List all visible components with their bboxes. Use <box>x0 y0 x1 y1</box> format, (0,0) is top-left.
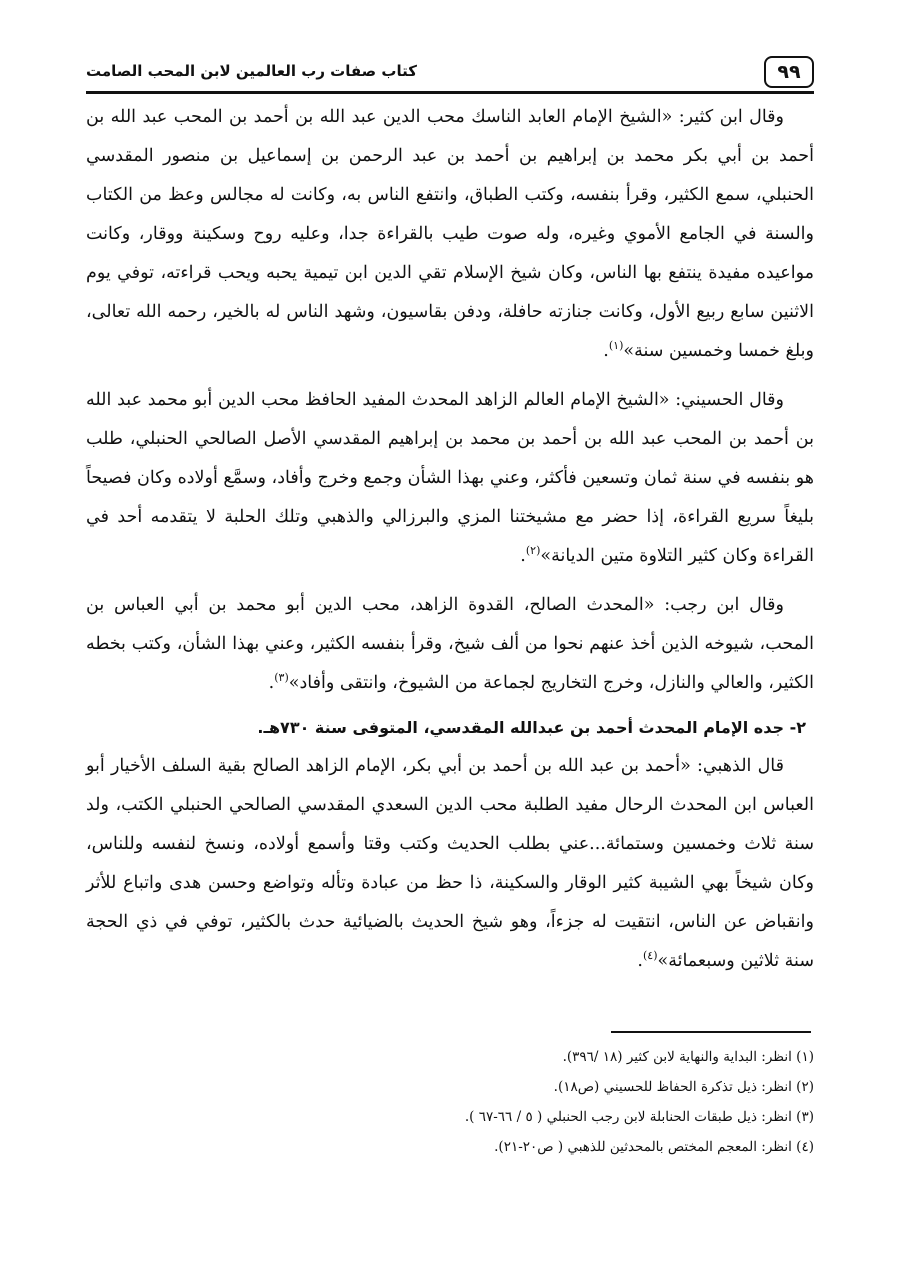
header-divider <box>86 91 814 94</box>
body-text <box>86 98 814 991</box>
section-heading: ٢- جده الإمام المحدث أحمد بن عبدالله المقدسي، المتوفى سنة ٧٣٠هـ. <box>257 718 806 737</box>
footnote-divider <box>611 1031 811 1033</box>
footnote-4: (٤) انظر: المعجم المختص بالمحدثين للذهبي ( ص٢٠-٢١). <box>494 1139 814 1155</box>
page-header <box>86 52 814 92</box>
paragraph-dhahabi: قال الذهبي: «أحمد بن عبد الله بن أحمد بن أبي بكر، الإمام الزاهد الصالح بقية السلف الأخيار أبو العباس ابن المحدث الرحال مفيد الطلبة محب الدين السعدي المقدسي الصالحي الحنبلي الكتب، ولد سنة ثلاث وخمسين وستمائة...عني بطلب الحديث وكتب وقتا وأسمع أولاده، ونسخ لنفسه وللناس، وكان شيخاً بهي الشيبة كثير الوقار والسكينة، ذا حظ من عبادة وتأله وتواضع وحسن هدى واتباع للأثر وانقباض عن الناس، انتقيت له جزءاً، وهو شيخ الحديث بالضيائية حدث بالكثير، توفي في ذي الحجة سنة ثلاثين وسبعمائة»$^{(٤)}$. <box>86 756 814 971</box>
footnote-2: (٢) انظر: ذيل تذكرة الحفاظ للحسيني (ص١٨). <box>553 1079 814 1095</box>
footnote-ref: (٤) <box>643 949 658 963</box>
page-number: ٩٩ <box>764 56 814 88</box>
paragraph-ibn-rajab: وقال ابن رجب: «المحدث الصالح، القدوة الزاهد، محب الدين أبو محمد بن أبي العباس بن المحب، شيوخه الذين أخذ عنهم نحوا من ألف شيخ، وقرأ بنفسه الكثير، وعني بهذا الشأن، وكتب بخطه الكثير، والعالي والنازل، وخرج التخاريج لجماعة من الشيوخ، وانتقى وأفاد»$^{(٣)}$. <box>86 595 814 693</box>
footnote-ref: (٣) <box>274 671 289 685</box>
book-title: كتاب صفات رب العالمين لابن المحب الصامت <box>86 62 417 80</box>
footnote-3: (٣) انظر: ذيل طبقات الحنابلة لابن رجب الحنبلي ( ٥ / ٦٦-٦٧ ). <box>464 1109 814 1125</box>
footnote-1: (١) انظر: البداية والنهاية لابن كثير (١٨ /٣٩٦). <box>562 1049 814 1065</box>
paragraph-husayni: وقال الحسيني: «الشيخ الإمام العالم الزاهد المحدث المفيد الحافظ محب الدين أبو محمد عبد الله بن أحمد بن المحب عبد الله بن أحمد بن محمد بن إبراهيم المقدسي الأصل الصالحي الحنبلي، طلب هو بنفسه في سنة ثمان وتسعين فأكثر، وعني بهذا الشأن وجمع وخرج وأفاد، وسمَّع أولاده وكان فصيحاً بليغاً سريع القراءة، إذا حضر مع مشيختنا المزي والبرزالي والذهبي وتلك الحلبة لا يتقدمه أحد في القراءة وكان كثير التلاوة متين الديانة»$^{(٢)}$. <box>86 390 814 566</box>
paragraph-ibn-kathir: وقال ابن كثير: «الشيخ الإمام العابد الناسك محب الدين عبد الله بن أحمد بن المحب عبد الله بن أحمد بن أبي بكر محمد بن إبراهيم بن أحمد بن عبد الرحمن بن إسماعيل بن منصور المقدسي الحنبلي، سمع الكثير، وقرأ بنفسه، وكتب الطباق، وانتفع الناس به، وكانت له مجالس وعظ من الكتاب والسنة في الجامع الأموي وغيره، وله صوت طيب بالقراءة جدا، وعليه روح وسكينة ووقار، وكانت مواعيده مفيدة ينتفع بها الناس، وكان شيخ الإسلام تقي الدين ابن تيمية يحبه ويحب قراءته، توفي يوم الاثنين سابع ربيع الأول، وكانت جنازته حافلة، ودفن بقاسيون، وشهد الناس له بالخير، رحمه الله تعالى، وبلغ خمسا وخمسين سنة»$^{(١)}$. <box>86 107 814 361</box>
footnotes <box>86 1042 814 1162</box>
footnote-ref: (١) <box>608 339 624 353</box>
footnote-ref: (٢) <box>525 544 541 558</box>
